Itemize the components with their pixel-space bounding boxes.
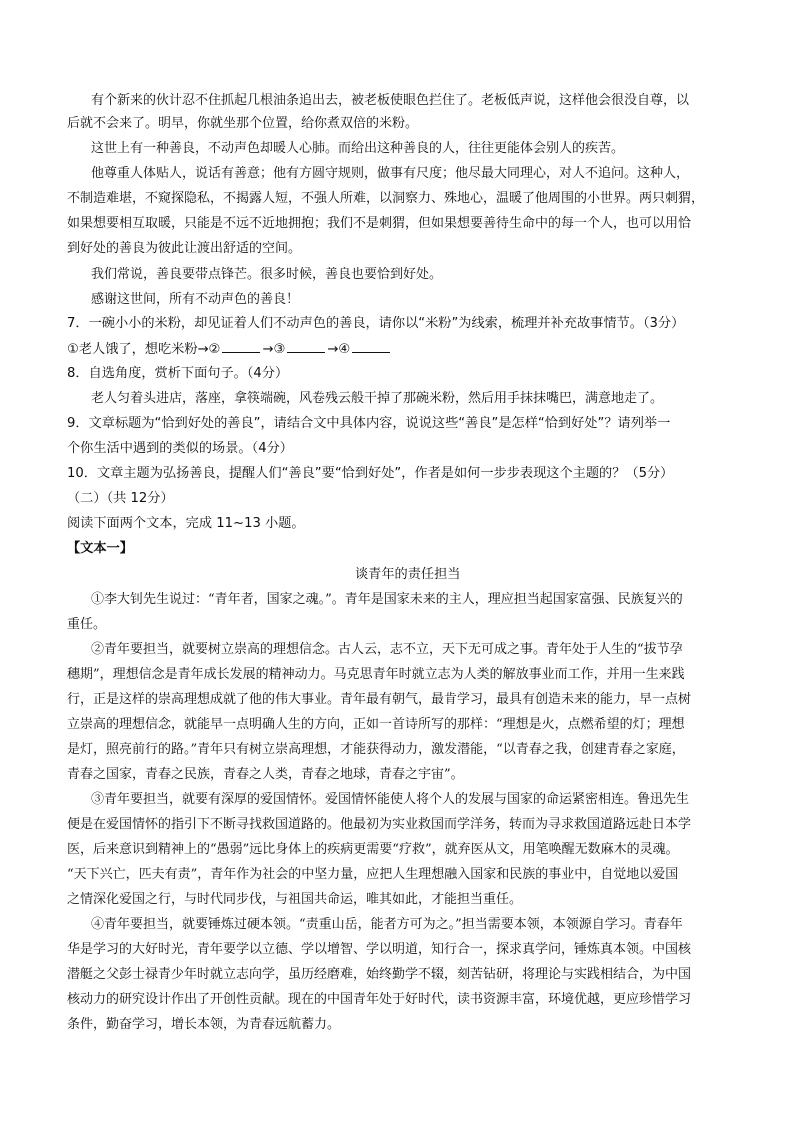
passage-line: 有个新来的伙计忍不住抓起几根油条追出去，被老板使眼色拦住了。老板低声说，这样他会很没自尊，以 [91,93,690,108]
essay-line: 青春之国家，青春之民族，青春之人类，青春之地球，青春之宇宙”。 [67,767,464,782]
answer-blank-2[interactable] [222,340,260,353]
essay-line: “天下兴亡，匹夫有责”，青年作为社会的中坚力量，应把人生理想融入国家和民族的事业中，自觉地以爱国 [67,867,679,882]
question-10: 10．文章主题为弘扬善良，提醒人们“善良”要“恰到好处”，作者是如何一步步表现这个主题的？（5分） [67,466,674,481]
essay-line: ②青年要担当，就要树立崇高的理想信念。古人云，志不立，天下无可成之事。青年处于人生的“拔节孕 [91,642,683,657]
question-7-chain [67,340,392,359]
section-heading: （二）（共 12分） [67,491,174,506]
essay-line: 条件，勤奋学习，增长本领，为青春远航蓄力。 [67,1017,341,1032]
instruction: 阅读下面两个文本，完成 11~13 小题。 [67,516,305,531]
question-9: 9．文章标题为“恰到好处的善良”，请结合文中具体内容，说说这些“善良”是怎样“恰到好处”？请列举一 [67,416,671,431]
essay-line: 便是在爱国情怀的指引下不断寻找救国道路的。他最初为实业救国而学洋务，转而为寻求救国道路远赴日本学 [67,817,692,832]
essay-line: 潜艇之父彭士禄青少年时就立志向学，虽历经磨难，始终勤学不辍，刻苦钻研，将理论与实践相结合，为中国 [67,967,692,982]
answer-blank-4[interactable] [352,340,390,353]
text-label: 【文本一】 [67,541,133,556]
chain-step-1: ①老人饿了，想吃米粉→② [67,342,221,357]
passage-line: 不制造难堪，不窥探隐私，不揭露人短，不强人所难，以洞察力、殊地心，温暖了他周围的小世界。两只刺猬， [67,191,705,206]
passage-line: 我们常说，善良要带点锋芒。很多时候，善良也要恰到好处。 [91,267,443,282]
passage-line: 到好处的善良为彼此让渡出舒适的空间。 [67,241,302,256]
essay-line: 穗期”，理想信念是青年成长发展的精神动力。马克思青年时就立志为人类的解放事业而工作，并用一生来践 [67,667,685,682]
essay-line: 核动力的研究设计作出了开创性贡献。现在的中国青年处于好时代，读书资源丰富，环境优越，更应珍惜学习 [67,992,692,1007]
essay-line: 之情深化爱国之行，与时代同步伐，与祖国共命运，唯其如此，才能担当重任。 [67,892,523,907]
question-8-quote: 老人匀着头进店，落座，拿筷端碗，风卷残云般干掉了那碗米粉，然后用手抹抹嘴巴，满意地走了。 [91,391,664,406]
essay-title: 谈青年的责任担当 [355,567,461,582]
question-8: 8．自选角度，赏析下面句子。（4分） [67,366,289,381]
essay-line: 行，正是这样的崇高理想成就了他的伟大事业。青年最有朝气，最肯学习，最具有创造未来的能力，早一点树 [67,692,692,707]
passage-line: 感谢这世间，所有不动声色的善良！ [91,292,300,307]
essay-line: 华是学习的大好时光，青年要学以立德、学以增智、学以明道，知行合一，探求真学问，锤炼真本领。中国核 [67,942,692,957]
essay-line: ①李大钊先生说过：“青年者，国家之魂。”。青年是国家未来的主人，理应担当起国家富强、民族复兴的 [91,592,683,607]
passage-line: 后就不会来了。明早，你就坐那个位置，给你煮双倍的米粉。 [67,116,419,131]
essay-line: 立崇高的理想信念，就能早一点明确人生的方向，正如一首诗所写的那样：“理想是火，点燃希望的灯；理想 [67,717,685,732]
essay-line: 是灯，照亮前行的路。”青年只有树立崇高理想，才能获得动力，激发潜能，“以青春之我，创建青春之家庭， [67,742,685,757]
question-7: 7．一碗小小的米粉，却见证着人们不动声色的善良，请你以“米粉”为线索，梳理并补充故事情节。（3分） [67,316,685,331]
chain-arrow-4: →④ [327,342,351,357]
answer-blank-3[interactable] [287,340,325,353]
question-9-cont: 个你生活中遇到的类似的场景。（4分） [67,441,293,456]
essay-line: ③青年要担当，就要有深厚的爱国情怀。爱国情怀能使人将个人的发展与国家的命运紧密相连。鲁迅先生 [91,792,690,807]
essay-line: 医，后来意识到精神上的“愚弱”远比身体上的疾病更需要“疗救”，就弃医从文，用笔唤醒无数麻木的灵魂。 [67,842,679,857]
passage-line: 他尊重人体贴人，说话有善意；他有方圆守规则，做事有尺度；他尽最大同理心，对人不追问。这种人， [91,166,690,181]
passage-line: 这世上有一种善良，不动声色却暖人心肺。而给出这种善良的人，往往更能体会别人的疾苦。 [91,141,625,156]
passage-line: 如果想要相互取暖，只能是不远不近地拥抱；我们不是刺猬，但如果想要善待生命中的每一个人，也可以用恰 [67,216,692,231]
chain-arrow-3: →③ [262,342,286,357]
essay-line: 重任。 [67,617,107,632]
essay-line: ④青年要担当，就要锤炼过硬本领。“责重山岳，能者方可为之。”担当需要本领，本领源自学习。青春年 [91,917,683,932]
